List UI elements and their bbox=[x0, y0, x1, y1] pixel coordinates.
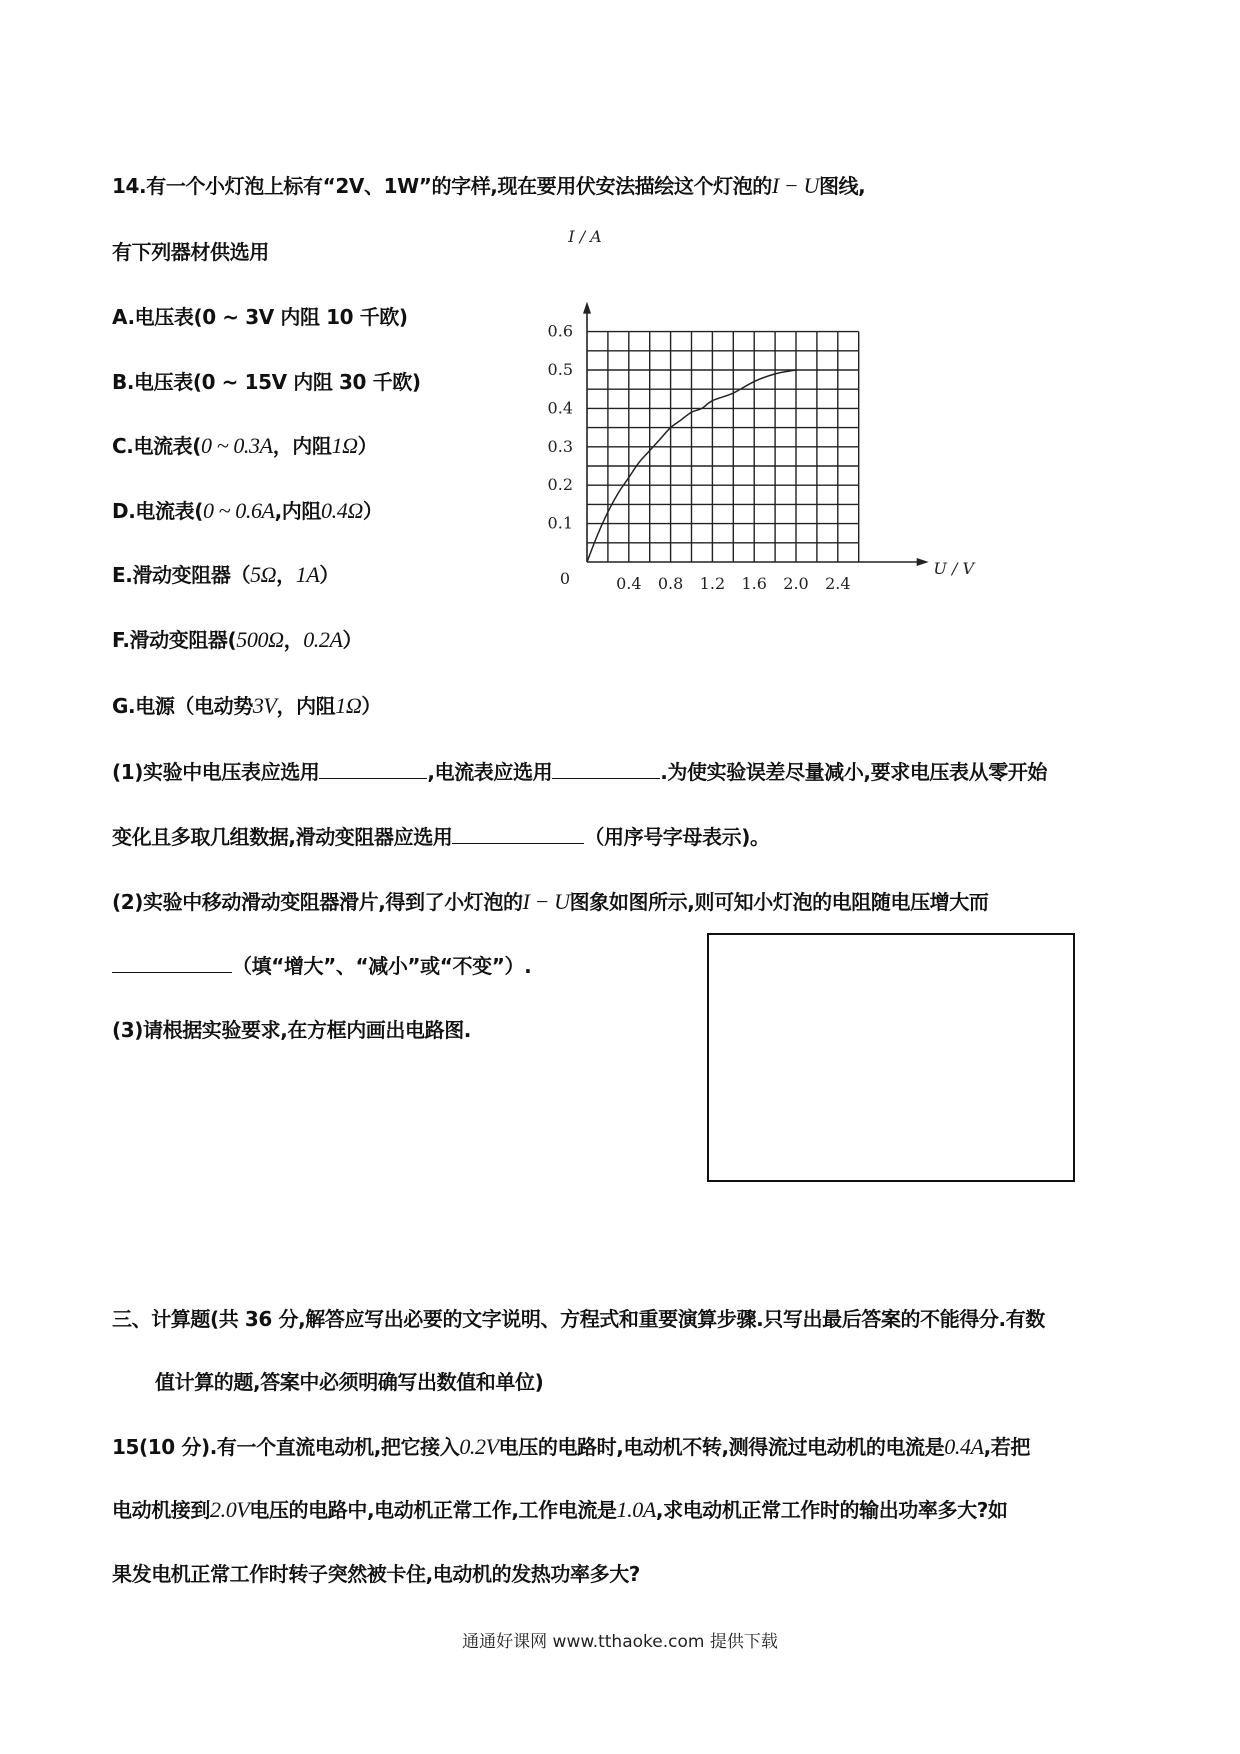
option-d bbox=[112, 495, 382, 524]
option-f-resistance: 500Ω bbox=[236, 627, 284, 652]
option-c-label: C.电流表( bbox=[112, 434, 202, 458]
option-f bbox=[112, 624, 362, 653]
part-2-text-b: 图象如图所示,则可知小灯泡的电阻随电压增大而 bbox=[569, 890, 989, 914]
y-tick-label: 0.4 bbox=[547, 398, 573, 418]
y-axis-label: I / A bbox=[568, 227, 602, 246]
option-c-resistance: 1Ω bbox=[331, 433, 358, 458]
q15-text-c: ,若把 bbox=[983, 1435, 1031, 1459]
q15-text-f: ,求电动机正常工作时的输出功率多大?如 bbox=[655, 1498, 1008, 1522]
q15-text-d: 电动机接到 bbox=[112, 1498, 210, 1522]
q15-voltage-2: 2.0V bbox=[210, 1497, 250, 1522]
option-e-current: 1A bbox=[295, 562, 320, 587]
section-3-note: 值计算的题,答案中必须明确写出数值和单位) bbox=[155, 1370, 544, 1394]
option-c bbox=[112, 430, 377, 459]
ammeter-answer-blank[interactable] bbox=[552, 760, 660, 779]
part-1-text-c: .为使实验误差尽量减小,要求电压表从零开始 bbox=[660, 760, 1048, 784]
option-g-emf: 3V bbox=[252, 693, 277, 718]
graph-grid bbox=[587, 332, 859, 562]
option-g-sep: ，内阻 bbox=[276, 694, 336, 718]
origin-label: 0 bbox=[559, 569, 571, 588]
option-e-label: E.滑动变阻器（ bbox=[112, 563, 251, 587]
y-axis-arrow bbox=[583, 302, 591, 314]
x-tick-label: 1.6 bbox=[741, 574, 767, 593]
part-1-line2 bbox=[112, 821, 770, 850]
option-a: A.电压表(0 ~ 3V 内阻 10 千欧) bbox=[112, 305, 408, 329]
option-e bbox=[112, 559, 339, 588]
q15-current-2: 1.0A bbox=[616, 1497, 656, 1522]
q14-intro: 有下列器材供选用 bbox=[112, 240, 269, 264]
part-1-text-d: 变化且多取几组数据,滑动变阻器应选用 bbox=[112, 825, 453, 849]
rheostat-answer-blank[interactable] bbox=[452, 825, 584, 844]
graph-axes bbox=[583, 302, 929, 566]
part-2-line2 bbox=[112, 950, 531, 979]
option-g-label: G.电源（电动势 bbox=[112, 694, 253, 718]
q15-text-b: 电压的电路时,电动机不转,测得流过电动机的电流是 bbox=[498, 1435, 945, 1459]
option-g bbox=[112, 690, 381, 719]
option-f-label: F.滑动变阻器( bbox=[112, 628, 237, 652]
option-f-sep: ， bbox=[283, 628, 304, 652]
option-g-close: ） bbox=[361, 694, 381, 718]
graph-ticks bbox=[548, 322, 851, 593]
part-2-text-a: (2)实验中移动滑动变阻器滑片,得到了小灯泡的 bbox=[112, 890, 523, 914]
math-iu: I − U bbox=[771, 173, 819, 198]
part-2-text-c: （填“增大”、“减小”或“不变”）. bbox=[232, 954, 532, 978]
part-1-text-a: (1)实验中电压表应选用 bbox=[112, 760, 320, 784]
q15-voltage-1: 0.2V bbox=[459, 1434, 499, 1459]
option-f-current: 0.2A bbox=[303, 627, 343, 652]
x-axis-label: U / V bbox=[933, 559, 975, 578]
part-1-text-b: ,电流表应选用 bbox=[427, 760, 553, 784]
option-d-label: D.电流表( bbox=[112, 499, 203, 523]
x-tick-label: 0.4 bbox=[616, 574, 642, 593]
x-tick-label: 2.0 bbox=[783, 574, 809, 593]
part-1-line1 bbox=[112, 756, 1047, 785]
q15-line3: 果发电机正常工作时转子突然被卡住,电动机的发热功率多大? bbox=[112, 1562, 640, 1586]
y-tick-label: 0.6 bbox=[547, 321, 573, 341]
x-axis-arrow bbox=[917, 558, 929, 566]
y-tick-label: 0.5 bbox=[547, 360, 573, 379]
option-c-range: 0 ~ 0.3A bbox=[201, 433, 273, 458]
part-3: (3)请根据实验要求,在方框内画出电路图. bbox=[112, 1018, 471, 1042]
iu-graph bbox=[520, 220, 1040, 600]
y-tick-label: 0.1 bbox=[547, 513, 573, 533]
circuit-drawing-box[interactable] bbox=[707, 933, 1075, 1182]
math-iu-2: I − U bbox=[522, 889, 570, 914]
q15-text-e: 电压的电路中,电动机正常工作,工作电流是 bbox=[249, 1498, 617, 1522]
option-c-close: ） bbox=[357, 434, 378, 458]
option-d-resistance: 0.4Ω bbox=[321, 498, 363, 523]
x-tick-label: 0.8 bbox=[657, 574, 684, 593]
q15-line1 bbox=[112, 1431, 1030, 1460]
x-tick-label: 1.2 bbox=[699, 574, 726, 593]
option-e-resistance: 5Ω bbox=[250, 562, 277, 587]
option-e-sep: ， bbox=[276, 563, 296, 587]
option-g-resistance: 1Ω bbox=[335, 693, 362, 718]
q15-text-a: 15(10 分).有一个直流电动机,把它接入 bbox=[112, 1435, 460, 1459]
section-3-heading: 三、计算题(共 36 分,解答应写出必要的文字说明、方程式和重要演算步骤.只写出最后答案的不能得分.有数 bbox=[112, 1307, 1045, 1331]
q14-stem bbox=[112, 170, 865, 199]
q14-stem-end: 图线, bbox=[818, 174, 866, 198]
q15-line2 bbox=[112, 1494, 1008, 1523]
option-d-range: 0 ~ 0.6A bbox=[202, 498, 275, 523]
x-tick-label: 2.4 bbox=[825, 574, 851, 593]
q15-current-1: 0.4A bbox=[944, 1434, 984, 1459]
option-d-close: ） bbox=[362, 499, 383, 523]
option-d-sep: ,内阻 bbox=[274, 499, 322, 523]
voltmeter-answer-blank[interactable] bbox=[319, 760, 427, 779]
part-1-text-e: （用序号字母表示)。 bbox=[584, 825, 770, 849]
resistance-trend-blank[interactable] bbox=[112, 954, 232, 973]
y-tick-label: 0.3 bbox=[547, 436, 573, 456]
part-2-line1 bbox=[112, 886, 988, 915]
option-f-close: ） bbox=[342, 628, 363, 652]
option-b: B.电压表(0 ~ 15V 内阻 30 千欧) bbox=[112, 370, 421, 394]
y-tick-label: 0.2 bbox=[547, 475, 573, 495]
footer-credit: 通通好课网 www.tthaoke.com 提供下载 bbox=[462, 1632, 778, 1652]
q14-stem-text: 14.有一个小灯泡上标有“2V、1W”的字样,现在要用伏安法描绘这个灯泡的 bbox=[112, 174, 772, 198]
option-c-sep: ，内阻 bbox=[272, 434, 332, 458]
option-e-close: ） bbox=[319, 563, 340, 587]
